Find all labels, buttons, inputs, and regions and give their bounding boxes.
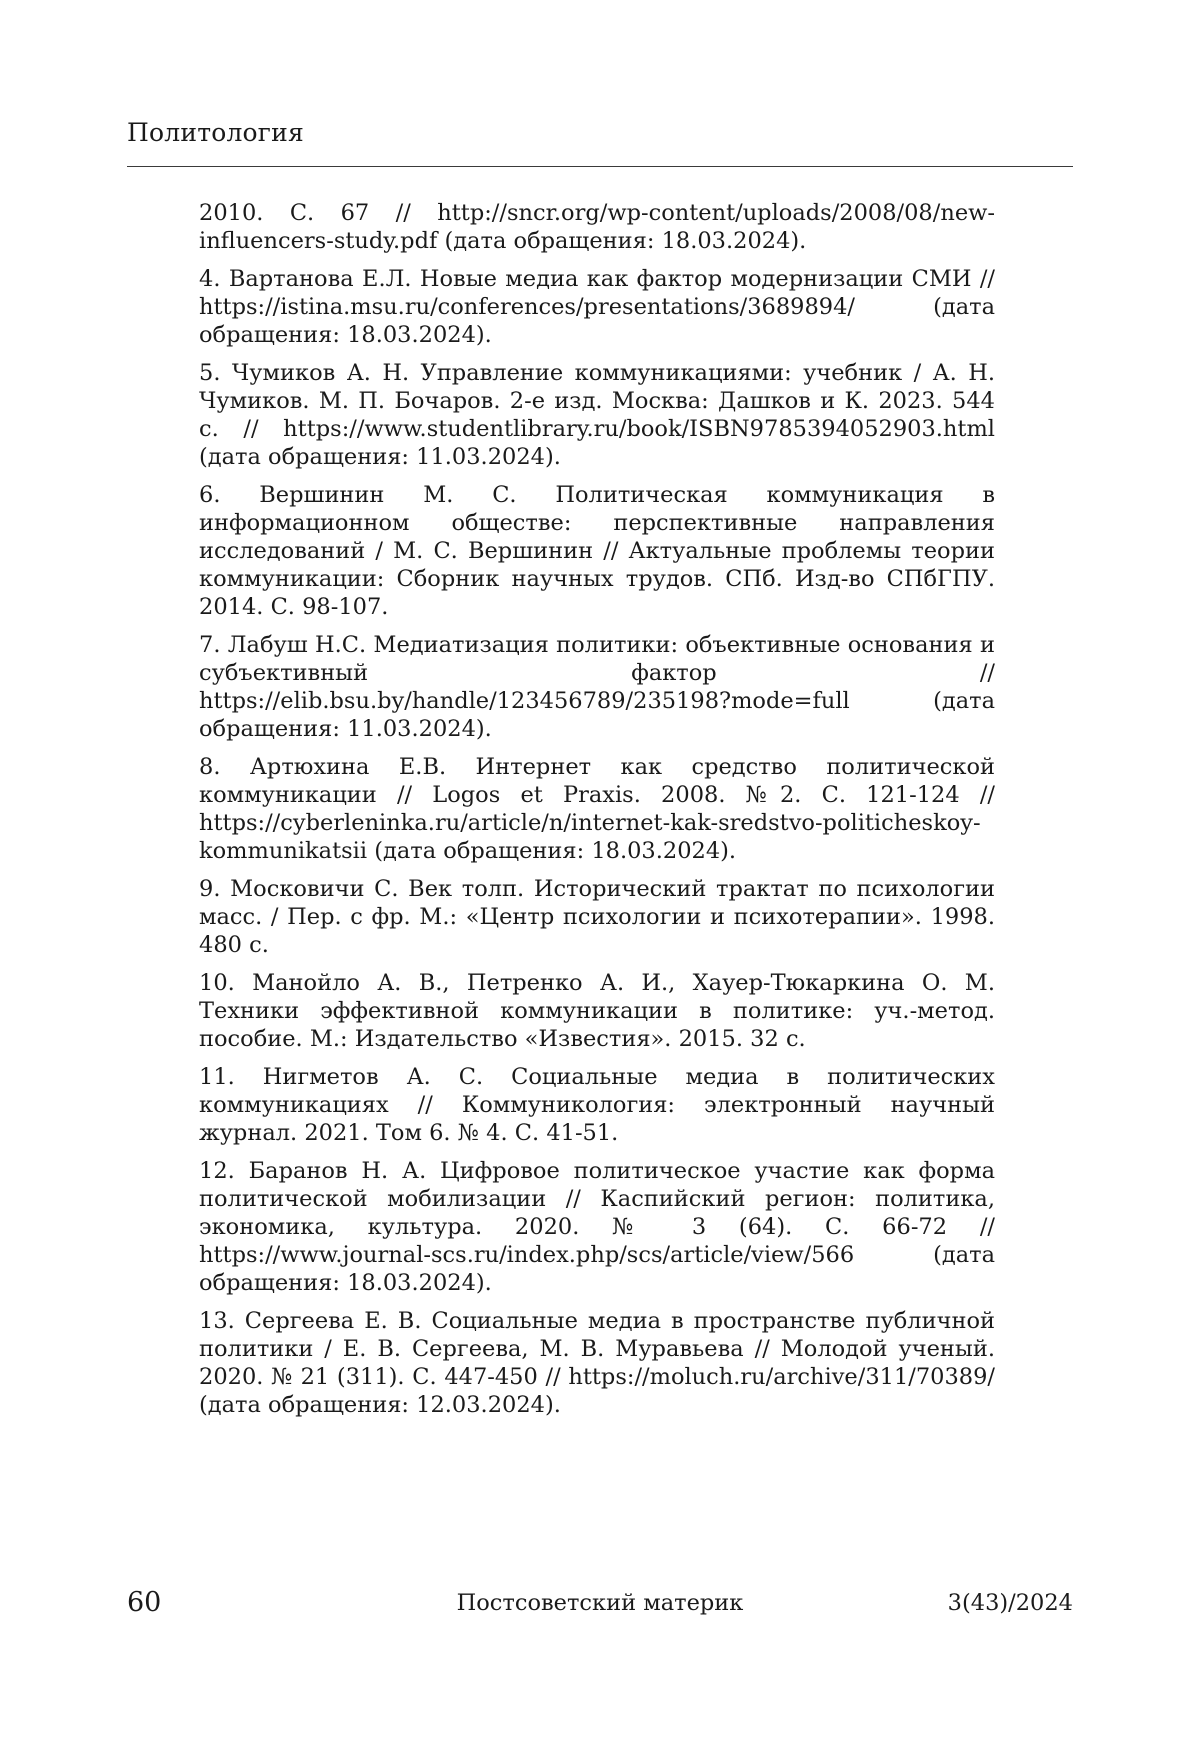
running-header: Политология	[127, 118, 304, 147]
header-divider	[127, 166, 1073, 167]
reference-item: 2010. С. 67 // http://sncr.org/wp-content/uploads/2008/08/new-influencers-study.pdf (дата обращения: 18.03.2024).	[199, 200, 995, 254]
reference-list	[199, 199, 995, 1429]
reference-item: 13. Сергеева Е. В. Социальные медиа в пространстве публичной политики / Е. В. Сергеева, М. В. Муравьева // Молодой ученый. 2020. № 21 (311). С. 447-450 // https://moluch.ru/archive/311/70389/ (дата обращения: 12.03.2024).	[199, 1308, 995, 1418]
page-number: 60	[127, 1587, 162, 1618]
issue-number: 3(43)/2024	[947, 1590, 1073, 1616]
reference-item: 11. Нигметов А. С. Социальные медиа в политических коммуникациях // Коммуникология: электронный научный журнал. 2021. Том 6. № 4. С. 41-51.	[199, 1064, 995, 1146]
reference-item: 6. Вершинин М. С. Политическая коммуникация в информационном обществе: перспективные направления исследований / М. С. Вершинин // Актуальные проблемы теории коммуникации: Сборник научных трудов. СПб. Изд-во СПбГПУ. 2014. С. 98-107.	[199, 482, 995, 620]
page-footer	[127, 1587, 1073, 1621]
reference-item: 4. Вартанова Е.Л. Новые медиа как фактор модернизации СМИ // https://istina.msu.ru/conferences/presentations/3689894/ (дата обращения: 18.03.2024).	[199, 266, 995, 348]
reference-item: 7. Лабуш Н.С. Медиатизация политики: объективные основания и субъективный фактор // https://elib.bsu.by/handle/123456789/235198?mode=full (дата обращения: 11.03.2024).	[199, 632, 995, 742]
reference-item: 8. Артюхина Е.В. Интернет как средство политической коммуникации // Logos et Praxis. 2008. №2. С. 121-124 // https://cyberleninka.ru/article/n/internet-kak-sredstvo-politicheskoy-kommunikatsii (дата обращения: 18.03.2024).	[199, 754, 995, 864]
journal-title: Постсоветский материк	[456, 1590, 744, 1616]
reference-item: 12. Баранов Н. А. Цифровое политическое участие как форма политической мобилизации // Каспийский регион: политика, экономика, культура. 2020. № 3 (64). С. 66-72 // https://www.journal-scs.ru/index.php/scs/article/view/566 (дата обращения: 18.03.2024).	[199, 1158, 995, 1296]
reference-item: 9. Московичи С. Век толп. Исторический трактат по психологии масс. / Пер. с фр. М.: «Центр психологии и психотерапии». 1998. 480 с.	[199, 876, 995, 958]
reference-item: 10. Манойло А. В., Петренко А. И., Хауер-Тюкаркина О. М. Техники эффективной коммуникации в политике: уч.-метод. пособие. М.: Издательство «Известия». 2015. 32 с.	[199, 970, 995, 1052]
reference-item: 5. Чумиков А. Н. Управление коммуникациями: учебник / А. Н. Чумиков. М. П. Бочаров. 2-е изд. Москва: Дашков и К. 2023. 544 с. // https://www.studentlibrary.ru/book/ISBN9785394052903.html (дата обращения: 11.03.2024).	[199, 360, 995, 470]
